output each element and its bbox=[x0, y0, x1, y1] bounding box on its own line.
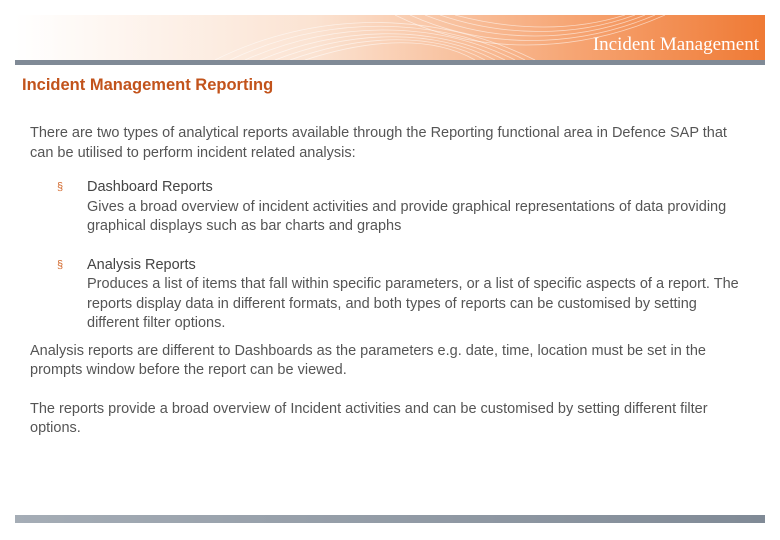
bullet-marker-icon: § bbox=[57, 258, 64, 271]
page-title: Incident Management Reporting bbox=[22, 76, 274, 94]
bullet-item-dashboard bbox=[30, 178, 745, 237]
bullet-item-analysis bbox=[30, 256, 745, 334]
bullet-text: Gives a broad overview of incident activities and provide graphical representations of data providing graphical displays such as bar charts and graphs bbox=[87, 198, 727, 234]
slide-body bbox=[30, 124, 745, 439]
footer-bar bbox=[15, 515, 765, 523]
bullet-title: Analysis Reports bbox=[87, 256, 196, 273]
intro-paragraph: There are two types of analytical reports available through the Reporting functional area in Defence SAP that can be utilised to perform incident related analysis: bbox=[30, 125, 727, 161]
header-divider bbox=[15, 60, 765, 65]
overview-paragraph: The reports provide a broad overview of Incident activities and can be customised by setting different filter options. bbox=[30, 400, 708, 436]
header-title: Incident Management bbox=[592, 34, 759, 55]
header-banner bbox=[15, 15, 765, 60]
bullet-title: Dashboard Reports bbox=[87, 179, 213, 195]
bullet-text: Produces a list of items that fall within specific parameters, or a list of specific aspects of a report. The reports display data in different formats, and both types of reports can be customised by setting different filter options. bbox=[87, 276, 739, 331]
analysis-vs-dashboard-paragraph: Analysis reports are different to Dashboards as the parameters e.g. date, time, location must be set in the prompts window before the report can be viewed. bbox=[30, 342, 706, 378]
bullet-marker-icon: § bbox=[57, 181, 64, 193]
